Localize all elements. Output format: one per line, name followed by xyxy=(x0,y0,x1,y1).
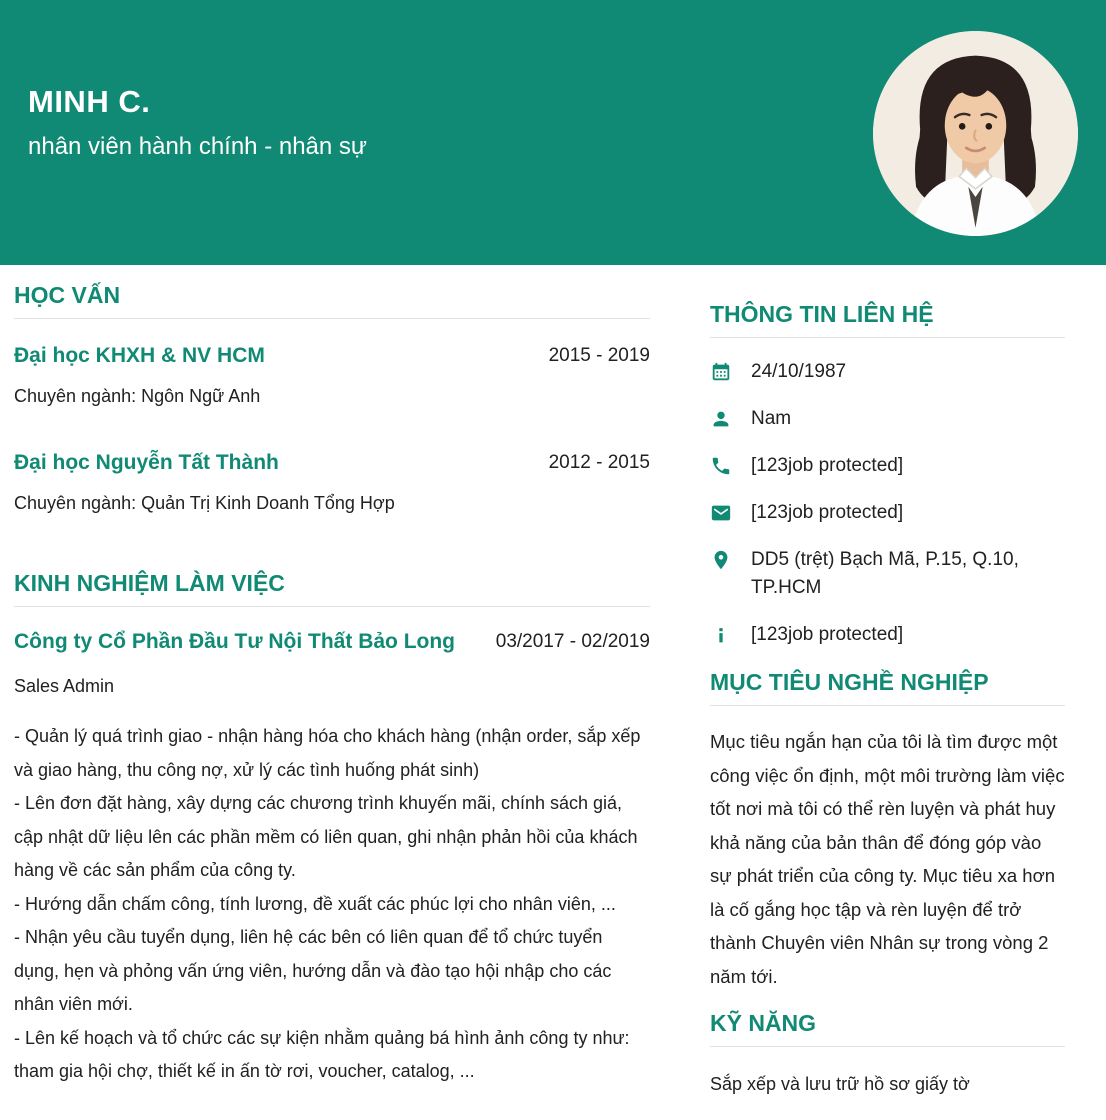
sidebar-column xyxy=(710,265,1065,1097)
contact-item-address xyxy=(710,546,1065,602)
education-major: Chuyên ngành: Ngôn Ngữ Anh xyxy=(14,386,261,406)
objective-heading: MỤC TIÊU NGHỀ NGHIỆP xyxy=(710,668,1065,706)
birthdate-value: 24/10/1987 xyxy=(751,361,847,382)
experience-period: 03/2017 - 02/2019 xyxy=(495,631,650,652)
contact-item-other xyxy=(710,621,1065,649)
contact-item-birthdate xyxy=(710,358,1065,386)
job-description-line: - Lên đơn đặt hàng, xây dựng các chương trình khuyến mãi, chính sách giá, cập nhật dữ liệu lên các phần mềm có liên quan, ghi nhận phản hồi của khách hàng về các sản phẩm của công ty. xyxy=(14,793,638,880)
location-icon xyxy=(710,546,732,574)
job-role: Sales Admin xyxy=(14,676,115,696)
email-value: [123job protected] xyxy=(751,502,904,523)
other-contact-value: [123job protected] xyxy=(751,624,904,645)
person-icon xyxy=(710,405,732,433)
main-column xyxy=(14,265,650,1097)
experience-entry xyxy=(14,625,650,1089)
skill-item: Sắp xếp và lưu trữ hồ sơ giấy tờ xyxy=(710,1074,970,1094)
job-description-line: - Lên kế hoạch và tổ chức các sự kiện nhằm quảng bá hình ảnh công ty như: tham gia hội chợ, thiết kế in ấn tờ rơi, voucher, catalog, ... xyxy=(14,1027,630,1081)
contact-item-gender xyxy=(710,405,1065,433)
education-major: Chuyên ngành: Quản Trị Kinh Doanh Tổng Hợp xyxy=(14,493,395,513)
education-heading: HỌC VẤN xyxy=(14,281,650,319)
skills-section xyxy=(710,1009,1065,1097)
contact-list xyxy=(710,358,1065,649)
experience-heading: KINH NGHIỆM LÀM VIỆC xyxy=(14,569,650,607)
experience-section xyxy=(14,569,650,1089)
avatar xyxy=(873,31,1078,236)
school-name: Đại học KHXH & NV HCM xyxy=(14,344,265,367)
gender-value: Nam xyxy=(751,408,792,429)
job-description xyxy=(14,720,650,1089)
school-name: Đại học Nguyễn Tất Thành xyxy=(14,451,279,474)
education-period: 2015 - 2019 xyxy=(548,345,650,366)
address-value: DD5 (trệt) Bạch Mã, P.15, Q.10, TP.HCM xyxy=(751,549,1019,598)
phone-value: [123job protected] xyxy=(751,455,904,476)
company-name: Công ty Cổ Phần Đầu Tư Nội Thất Bảo Long xyxy=(14,630,456,653)
education-entry xyxy=(14,446,650,515)
skills-heading: KỸ NĂNG xyxy=(710,1009,1065,1047)
education-period: 2012 - 2015 xyxy=(548,452,650,473)
contact-item-email xyxy=(710,499,1065,527)
phone-icon xyxy=(710,452,732,480)
portrait-photo-illustration xyxy=(873,31,1078,236)
education-section xyxy=(14,281,650,515)
contact-section xyxy=(710,300,1065,649)
calendar-icon xyxy=(710,358,732,386)
content-columns xyxy=(0,265,1106,1097)
cv-header xyxy=(0,0,1106,265)
job-description-line: - Hướng dẫn chấm công, tính lương, đề xuất các phúc lợi cho nhân viên, ... xyxy=(14,893,616,914)
objective-section xyxy=(710,668,1065,993)
contact-heading: THÔNG TIN LIÊN HỆ xyxy=(710,300,1065,338)
education-entry xyxy=(14,339,650,408)
candidate-name: MINH C. xyxy=(28,84,151,119)
job-description-line: - Quản lý quá trình giao - nhận hàng hóa cho khách hàng (nhận order, sắp xếp và giao hàng, thu công nợ, xử lý các tình huống phát sinh) xyxy=(14,726,641,780)
email-icon xyxy=(710,499,732,527)
info-icon xyxy=(710,621,732,649)
job-description-line: - Nhận yêu cầu tuyển dụng, liên hệ các bên có liên quan để tổ chức tuyển dụng, hẹn và phỏng vấn ứng viên, hướng dẫn và đào tạo hội nhập cho các nhân viên mới. xyxy=(14,927,612,1014)
candidate-job-title: nhân viên hành chính - nhân sự xyxy=(28,133,367,160)
contact-item-phone xyxy=(710,452,1065,480)
objective-text: Mục tiêu ngắn hạn của tôi là tìm được một công việc ổn định, một môi trường làm việc tốt nơi mà tôi có thể rèn luyện và phát huy khả năng của bản thân để đóng góp vào sự phát triển của công ty. Mục tiêu xa hơn là cố gắng học tập và rèn luyện để trở thành Chuyên viên Nhân sự trong vòng 2 năm tới. xyxy=(710,731,1065,987)
